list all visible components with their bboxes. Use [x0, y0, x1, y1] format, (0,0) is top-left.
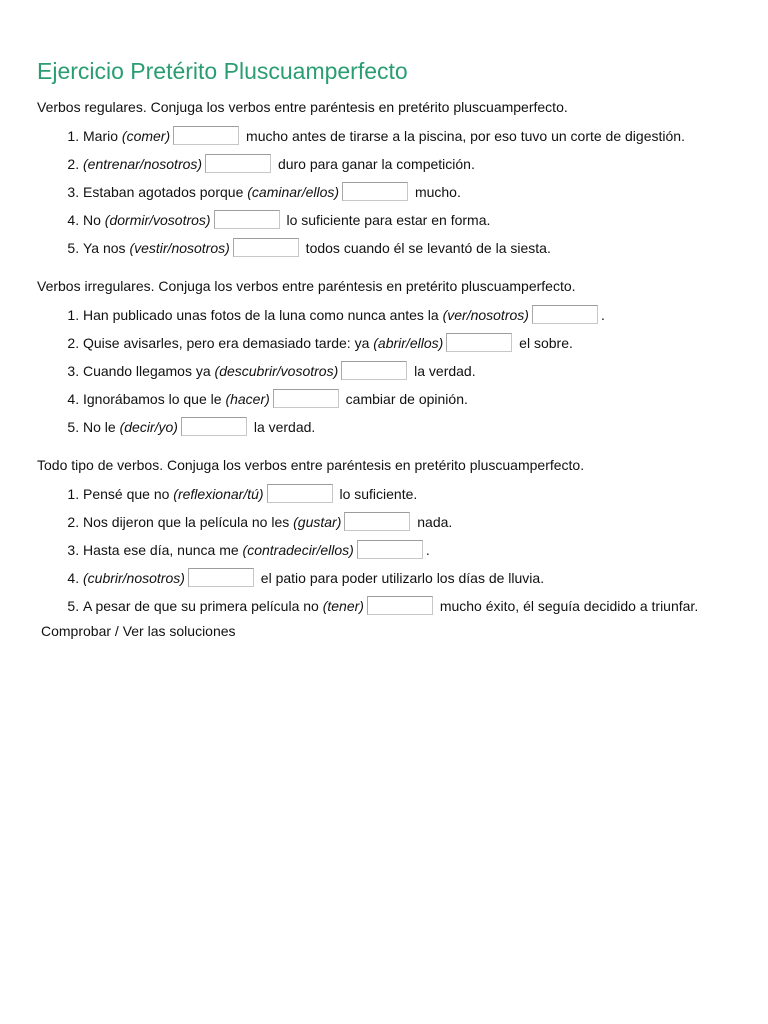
exercise-item: 1. Han publicado unas fotos de la luna como nunca antes la (ver/nosotros) . — [83, 305, 728, 324]
answer-input[interactable] — [357, 540, 423, 559]
exercise-item: 3. Hasta ese día, nunca me (contradecir/ellos) . — [83, 540, 728, 559]
verb-hint: (reflexionar/tú) — [173, 485, 264, 502]
exercise-item: 3. Estaban agotados porque (caminar/ellos) mucho. — [83, 182, 728, 201]
answer-input[interactable] — [214, 210, 280, 229]
exercise-item: 2. (entrenar/nosotros) duro para ganar la competición. — [83, 154, 728, 173]
answer-input[interactable] — [173, 126, 239, 145]
verb-hint: (entrenar/nosotros) — [83, 155, 203, 172]
verb-hint: (cubrir/nosotros) — [83, 569, 185, 586]
section-intro-irregular: Verbos irregulares. Conjuga los verbos entre paréntesis en pretérito pluscuamperfecto. — [37, 277, 576, 294]
verb-hint: (tener) — [322, 597, 364, 614]
verb-hint: (vestir/nosotros) — [129, 239, 230, 256]
exercise-item: 3. Cuando llegamos ya (descubrir/vosotros) la verdad. — [83, 361, 728, 380]
exercise-item: 5. Ya nos (vestir/nosotros) todos cuando él se levantó de la siesta. — [83, 238, 728, 257]
exercise-item: 4. (cubrir/nosotros) el patio para poder utilizarlo los días de lluvia. — [83, 568, 728, 587]
exercise-list-irregular — [37, 305, 728, 436]
check-solutions-link[interactable]: Comprobar / Ver las soluciones — [41, 622, 236, 639]
answer-input[interactable] — [532, 305, 598, 324]
exercise-item: 1. Mario (comer) mucho antes de tirarse a la piscina, por eso tuvo un corte de digestión. — [83, 126, 728, 145]
verb-hint: (abrir/ellos) — [373, 334, 444, 351]
verb-hint: (ver/nosotros) — [442, 306, 529, 323]
verb-hint: (decir/yo) — [119, 418, 178, 435]
verb-hint: (hacer) — [225, 390, 270, 407]
section-intro-regular: Verbos regulares. Conjuga los verbos entre paréntesis en pretérito pluscuamperfecto. — [37, 98, 568, 115]
answer-input[interactable] — [367, 596, 433, 615]
page-title: Ejercicio Pretérito Pluscuamperfecto — [37, 58, 408, 84]
exercise-item: 4. Ignorábamos lo que le (hacer) cambiar de opinión. — [83, 389, 728, 408]
exercise-item: 4. No (dormir/vosotros) lo suficiente para estar en forma. — [83, 210, 728, 229]
verb-hint: (caminar/ellos) — [247, 183, 340, 200]
answer-input[interactable] — [273, 389, 339, 408]
answer-input[interactable] — [205, 154, 271, 173]
exercise-list-regular — [37, 126, 728, 257]
exercise-item: 1. Pensé que no (reflexionar/tú) lo suficiente. — [83, 484, 728, 503]
exercise-item: 2. Quise avisarles, pero era demasiado tarde: ya (abrir/ellos) el sobre. — [83, 333, 728, 352]
exercise-item: 5. No le (decir/yo) la verdad. — [83, 417, 728, 436]
answer-input[interactable] — [267, 484, 333, 503]
answer-input[interactable] — [344, 512, 410, 531]
exercise-item: 5. A pesar de que su primera película no (tener) mucho éxito, él seguía decidido a triunfar. — [83, 596, 728, 615]
answer-input[interactable] — [233, 238, 299, 257]
verb-hint: (dormir/vosotros) — [104, 211, 211, 228]
verb-hint: (comer) — [121, 127, 171, 144]
answer-input[interactable] — [446, 333, 512, 352]
verb-hint: (contradecir/ellos) — [242, 541, 354, 558]
answer-input[interactable] — [342, 182, 408, 201]
answer-input[interactable] — [181, 417, 247, 436]
answer-input[interactable] — [341, 361, 407, 380]
exercise-item: 2. Nos dijeron que la película no les (gustar) nada. — [83, 512, 728, 531]
answer-input[interactable] — [188, 568, 254, 587]
section-intro-mixed: Todo tipo de verbos. Conjuga los verbos entre paréntesis en pretérito pluscuamperfecto. — [37, 456, 585, 473]
exercise-list-mixed — [37, 484, 728, 615]
verb-hint: (gustar) — [293, 513, 342, 530]
verb-hint: (descubrir/vosotros) — [214, 362, 339, 379]
